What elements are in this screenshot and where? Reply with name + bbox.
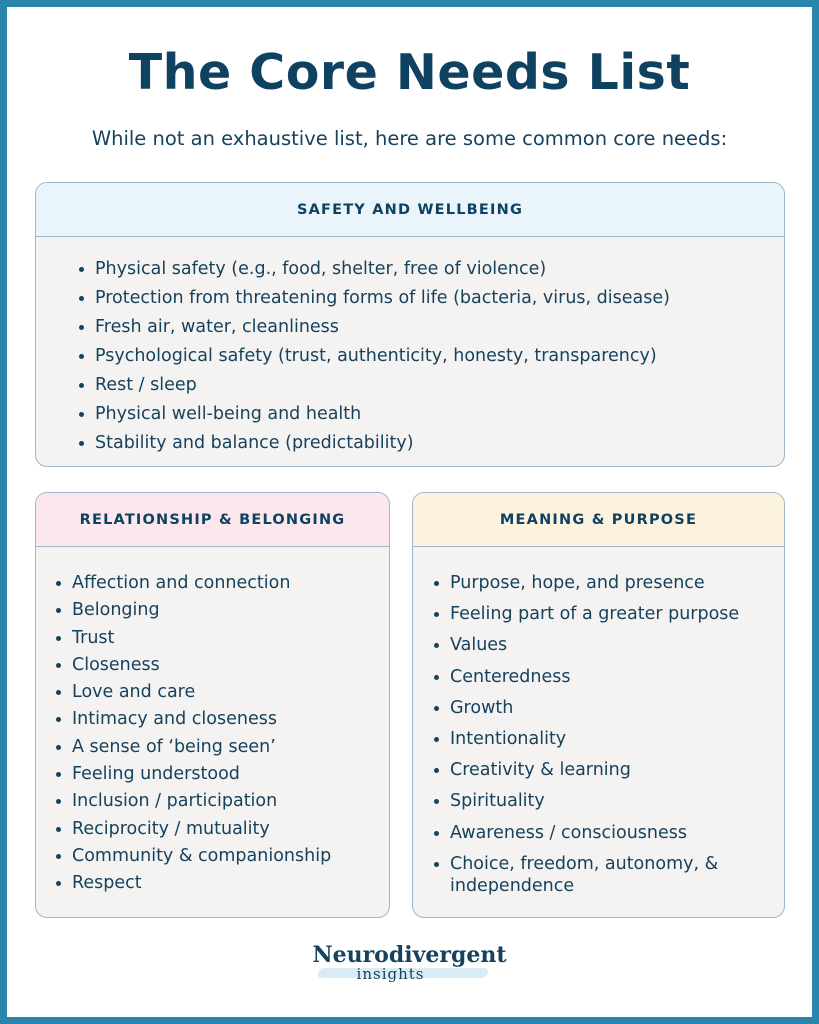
list-item: Creativity & learning [450,759,784,781]
list-item: Physical well-being and health [95,403,784,425]
list-item: Rest / sleep [95,374,784,396]
list-item: Values [450,634,784,656]
relationship-card [35,492,390,918]
list-item: Affection and connection [72,572,389,594]
list-item: Respect [72,872,389,894]
brand-logo [0,942,819,983]
page-title: The Core Needs List [128,44,691,101]
list-item: A sense of ‘being seen’ [72,736,389,758]
meaning-card [412,492,785,918]
relationship-card-header: RELATIONSHIP & BELONGING [36,493,389,547]
safety-card-header: SAFETY AND WELLBEING [36,183,784,237]
list-item: Stability and balance (predictability) [95,432,784,454]
list-item: Awareness / consciousness [450,822,784,844]
list-item: Love and care [72,681,389,703]
page-subtitle: While not an exhaustive list, here are some common core needs: [91,127,728,150]
list-item: Feeling understood [72,763,389,785]
list-item: Fresh air, water, cleanliness [95,316,784,338]
list-item: Physical safety (e.g., food, shelter, free of violence) [95,258,784,280]
list-item: Trust [72,627,389,649]
list-item: Intimacy and closeness [72,708,389,730]
brand-sub: insights [356,965,425,983]
safety-list [35,237,784,454]
list-item: Centeredness [450,666,784,688]
list-item: Growth [450,697,784,719]
list-item: Feeling part of a greater purpose [450,603,784,625]
brand-name: Neurodivergent [312,942,507,968]
meaning-list [413,547,784,897]
list-item: Protection from threatening forms of life (bacteria, virus, disease) [95,287,784,309]
list-item: Psychological safety (trust, authenticity, honesty, transparency) [95,345,784,367]
list-item: Community & companionship [72,845,389,867]
list-item: Closeness [72,654,389,676]
list-item: Intentionality [450,728,784,750]
list-item: Reciprocity / mutuality [72,818,389,840]
list-item: Belonging [72,599,389,621]
list-item: Spirituality [450,790,784,812]
list-item: Choice, freedom, autonomy, & independence [450,853,784,897]
safety-card [35,182,785,467]
list-item: Inclusion / participation [72,790,389,812]
list-item: Purpose, hope, and presence [450,572,784,594]
relationship-list [36,547,389,894]
meaning-card-header: MEANING & PURPOSE [413,493,784,547]
